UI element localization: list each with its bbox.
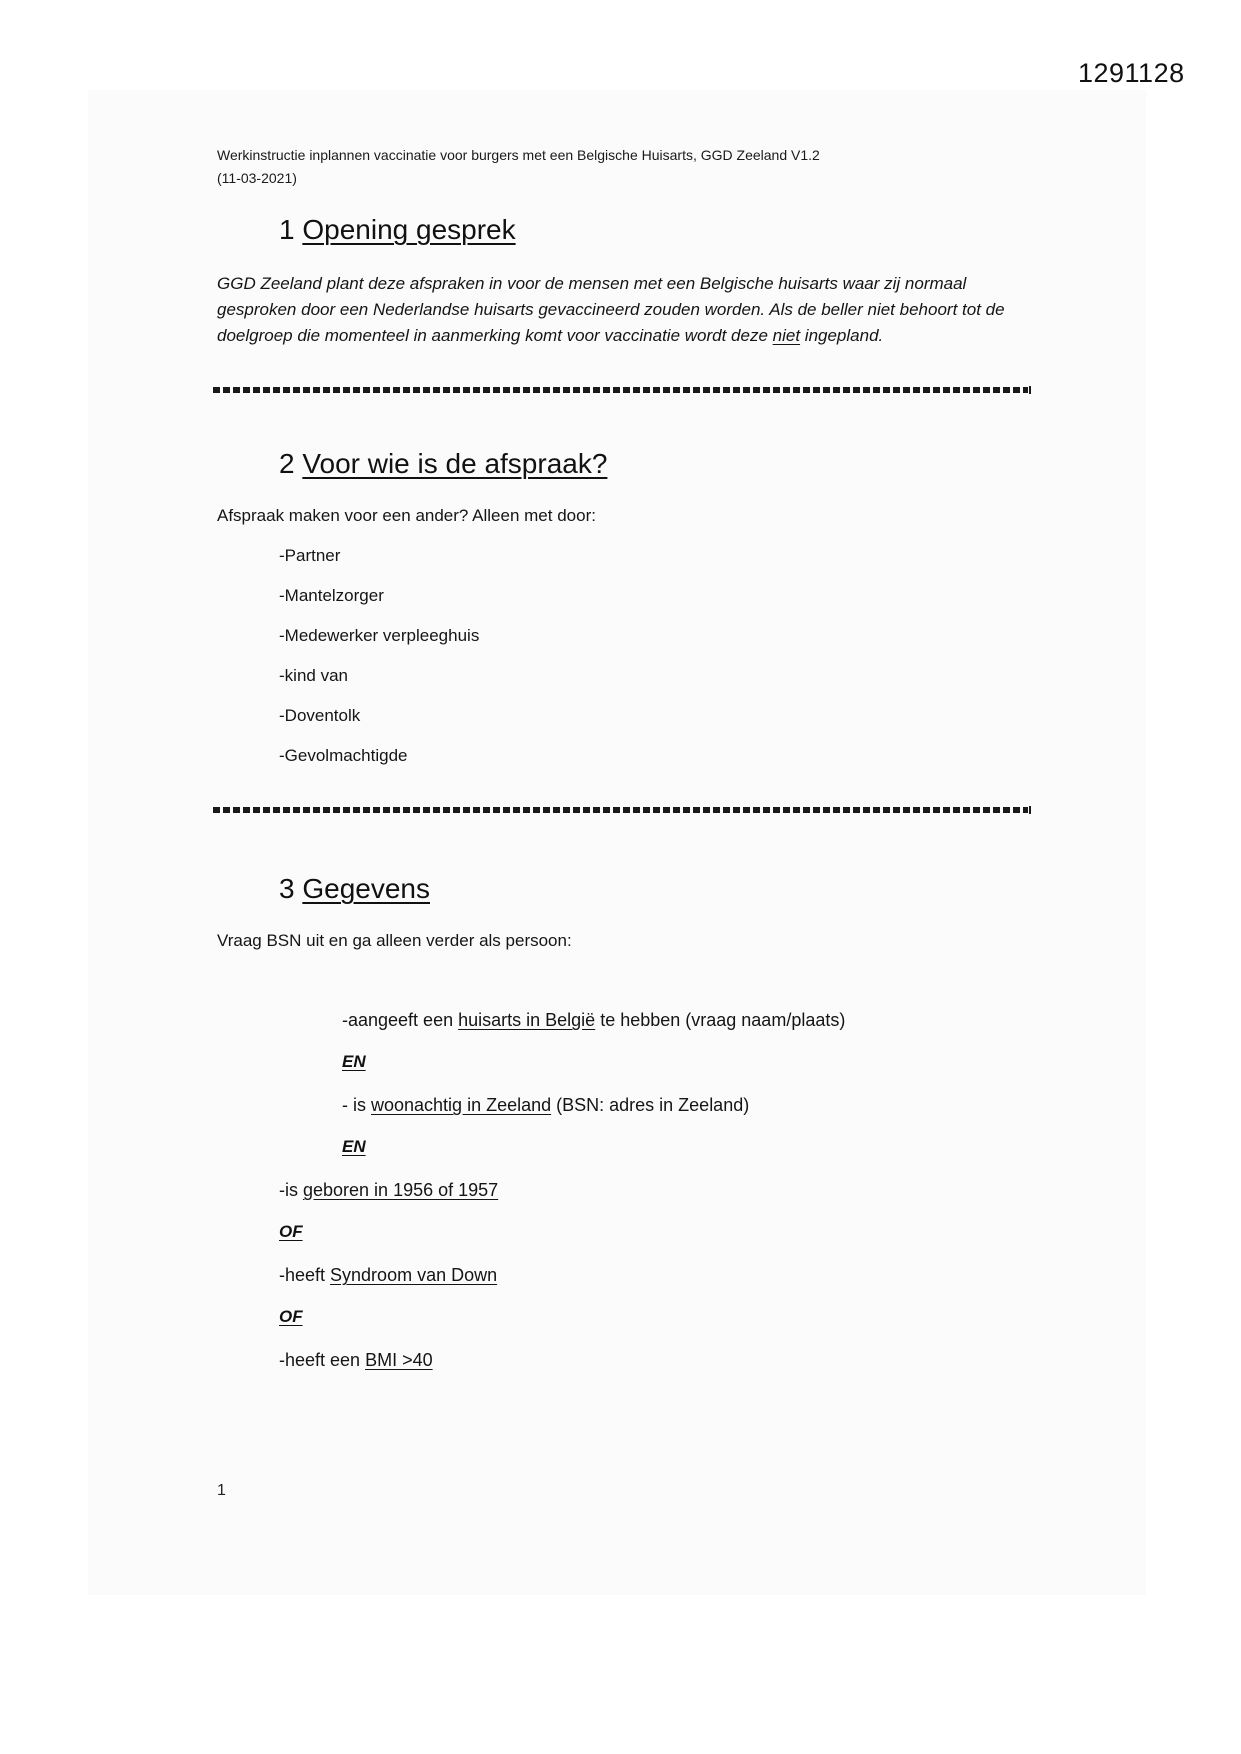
section-title: Voor wie is de afspraak? — [302, 448, 608, 479]
section-number: 1 — [279, 214, 295, 245]
criterion-geboren — [279, 1180, 498, 1201]
conjunction-of: OF — [279, 1307, 303, 1326]
conjunction-of: OF — [279, 1222, 303, 1241]
section-number: 3 — [279, 873, 295, 904]
list-item: -Gevolmachtigde — [279, 746, 408, 765]
section-2-intro: Afspraak maken voor een ander? Alleen met door: — [217, 506, 596, 525]
criterion-bmi — [279, 1350, 433, 1371]
section-3-heading — [279, 873, 430, 905]
document-header-title: Werkinstructie inplannen vaccinatie voor burgers met een Belgische Huisarts, GGD Zeeland V1.2 — [217, 147, 820, 163]
section-separator — [213, 387, 1028, 393]
section-separator — [213, 807, 1028, 813]
criterion-key: huisarts in België — [458, 1010, 596, 1030]
document-header-date: (11-03-2021) — [217, 170, 297, 186]
conjunction-en: EN — [342, 1052, 366, 1071]
section-title: Gegevens — [302, 873, 430, 904]
criterion-prefix: -aangeeft een — [342, 1010, 459, 1030]
section-3-intro: Vraag BSN uit en ga alleen verder als persoon: — [217, 931, 572, 950]
paragraph-text-end: ingepland. — [800, 326, 884, 345]
criterion-prefix: -is — [279, 1180, 303, 1200]
criterion-syndroom-van-down — [279, 1265, 497, 1286]
conjunction-en: EN — [342, 1137, 366, 1156]
page-number: 1 — [217, 1482, 226, 1499]
section-number: 2 — [279, 448, 295, 479]
criterion-huisarts-belgie — [342, 1010, 845, 1031]
section-1-heading — [279, 214, 516, 246]
paragraph-emphasis: niet — [772, 326, 801, 345]
section-2-heading — [279, 448, 607, 480]
criterion-suffix: te hebben (vraag naam/plaats) — [595, 1010, 846, 1030]
list-item: -Partner — [279, 546, 341, 565]
criterion-prefix: -heeft — [279, 1265, 331, 1285]
criterion-key: Syndroom van Down — [330, 1265, 498, 1285]
criterion-prefix: - is — [342, 1095, 371, 1115]
list-item: -Medewerker verpleeghuis — [279, 626, 480, 645]
paragraph-text: GGD Zeeland plant deze afspraken in voor de mensen met een Belgische huisarts waar zij normaal gesproken door een Nederlandse huisarts gevaccineerd zouden worden. Als de beller niet behoort tot de doelgroep die momenteel in aanmerking komt voor vaccinatie wordt deze — [217, 274, 1005, 345]
list-item: -kind van — [279, 666, 348, 685]
criterion-woonachtig-zeeland — [342, 1095, 749, 1116]
section-title: Opening gesprek — [302, 214, 516, 245]
criterion-key: geboren in 1956 of 1957 — [303, 1180, 499, 1200]
list-item: -Mantelzorger — [279, 586, 384, 605]
section-1-paragraph — [217, 271, 1037, 349]
document-id: 1291128 — [1078, 58, 1185, 88]
criterion-suffix: (BSN: adres in Zeeland) — [551, 1095, 750, 1115]
criterion-prefix: -heeft een — [279, 1350, 366, 1370]
criterion-key: BMI >40 — [365, 1350, 433, 1370]
list-item: -Doventolk — [279, 706, 361, 725]
criterion-key: woonachtig in Zeeland — [371, 1095, 552, 1115]
